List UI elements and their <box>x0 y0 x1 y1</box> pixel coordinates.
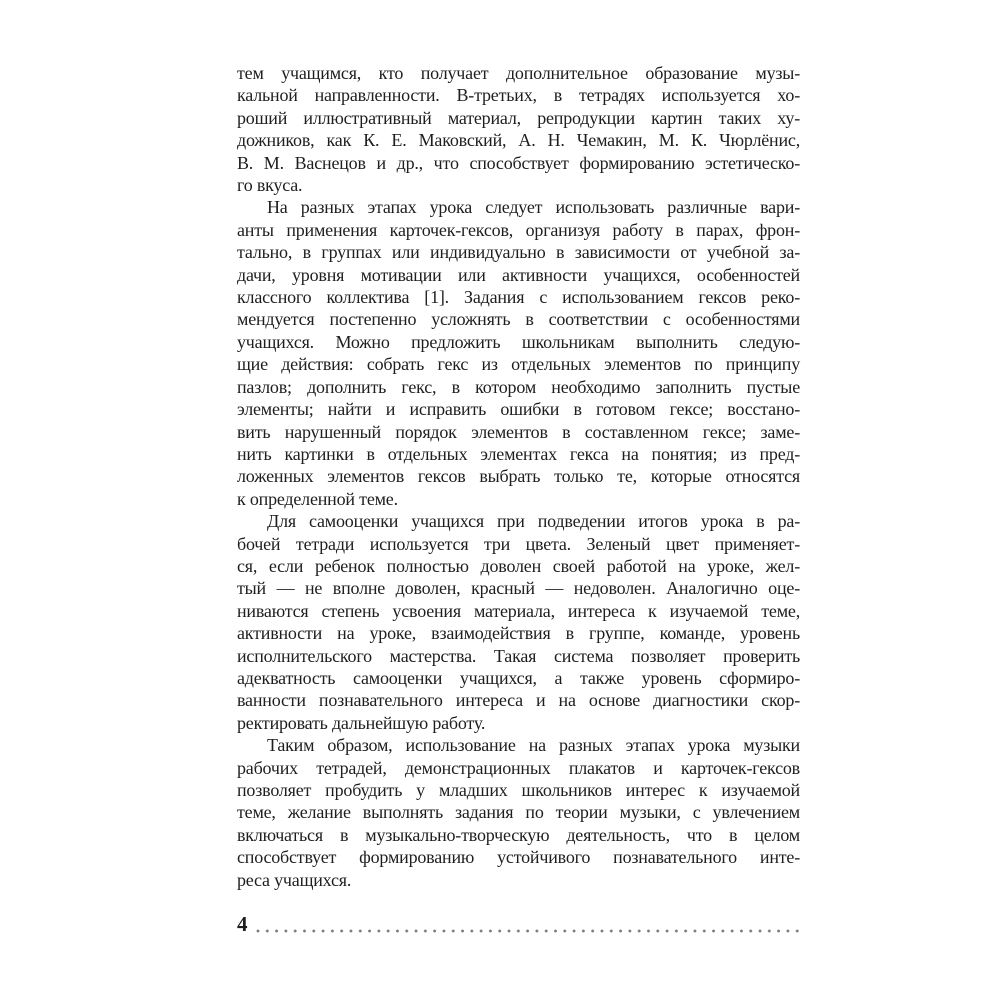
text-line: Для самооценки учащихся при подведении итогов урока в ра- <box>267 511 800 532</box>
text-line: адекватность самооценки учащихся, а также уровень сформиро- <box>237 667 800 688</box>
dotted-leader <box>256 929 801 933</box>
text-line: нить картинки в отдельных элементах гекса на понятия; из пред- <box>237 443 800 464</box>
text-line: кальной направленности. В-третьих, в тетрадях используется хо- <box>237 85 800 106</box>
paragraph <box>237 510 800 734</box>
text-line: щие действия: собрать гекс из отдельных элементов по принципу <box>237 354 800 375</box>
paragraph <box>237 734 800 891</box>
text-line: го вкуса. <box>237 175 303 196</box>
paragraph <box>237 62 800 196</box>
page-number: 4 <box>237 912 248 936</box>
text-line: элементы; найти и исправить ошибки в готовом гексе; восстано- <box>237 399 800 420</box>
text-line: дачи, уровня мотивации или активности учащихся, особенностей <box>237 264 800 285</box>
text-line: ся, если ребенок полностью доволен своей работой на уроке, жел- <box>237 555 800 576</box>
text-line: учащихся. Можно предложить школьникам выполнить следую- <box>237 331 800 352</box>
text-line: На разных этапах урока следует использовать различные вари- <box>267 197 800 218</box>
text-line: роший иллюстративный материал, репродукции картин таких ху- <box>237 107 800 128</box>
text-line: ванности познавательного интереса и на основе диагностики скор- <box>237 690 800 711</box>
text-line: способствует формированию устойчивого познавательного инте- <box>237 847 800 868</box>
text-line: В. М. Васнецов и др., что способствует формированию эстетическо- <box>237 152 800 173</box>
text-line: включаться в музыкально-творческую деятельность, что в целом <box>237 824 800 845</box>
text-line: активности на уроке, взаимодействия в группе, команде, уровень <box>237 623 800 644</box>
text-line: ложенных элементов гексов выбрать только те, которые относятся <box>237 466 800 487</box>
text-line: исполнительского мастерства. Такая система позволяет проверить <box>237 645 800 666</box>
text-line: позволяет пробудить у младших школьников интерес к изучаемой <box>237 780 800 800</box>
text-line: пазлов; дополнить гекс, в котором необходимо заполнить пустые <box>237 376 800 397</box>
paragraph <box>237 196 800 510</box>
text-line: рабочих тетрадей, демонстрационных плакатов и карточек-гексов <box>237 757 800 778</box>
text-line: тально, в группах или индивидуально в зависимости от учебной за- <box>237 242 800 263</box>
page-footer <box>237 914 800 935</box>
text-line: теме, желание выполнять задания по теории музыки, с увлечением <box>237 802 800 823</box>
text-line: анты применения карточек-гексов, организуя работу в парах, фрон- <box>237 219 800 240</box>
text-line: ниваются степень усвоения материала, интереса к изучаемой теме, <box>237 600 800 621</box>
text-line: бочей тетради используется три цвета. Зеленый цвет применяет- <box>237 533 800 554</box>
text-line: дожников, как К. Е. Маковский, А. Н. Чемакин, М. К. Чюрлёнис, <box>237 130 800 151</box>
text-line: тем учащимся, кто получает дополнительное образование музы- <box>237 63 800 83</box>
text-line: реса учащихся. <box>237 869 352 890</box>
text-line: Таким образом, использование на разных этапах урока музыки <box>267 735 800 756</box>
text-line: классного коллектива [1]. Задания с использованием гексов реко- <box>237 287 800 308</box>
text-line: вить нарушенный порядок элементов в составленном гексе; заме- <box>237 421 800 442</box>
text-line: тый — не вполне доволен, красный — недоволен. Аналогично оце- <box>237 578 800 599</box>
text-block <box>237 62 800 891</box>
text-line: ректировать дальнейшую работу. <box>237 712 486 733</box>
text-line: мендуется постепенно усложнять в соответствии с особенностями <box>237 309 800 330</box>
text-line: к определенной теме. <box>237 488 398 509</box>
